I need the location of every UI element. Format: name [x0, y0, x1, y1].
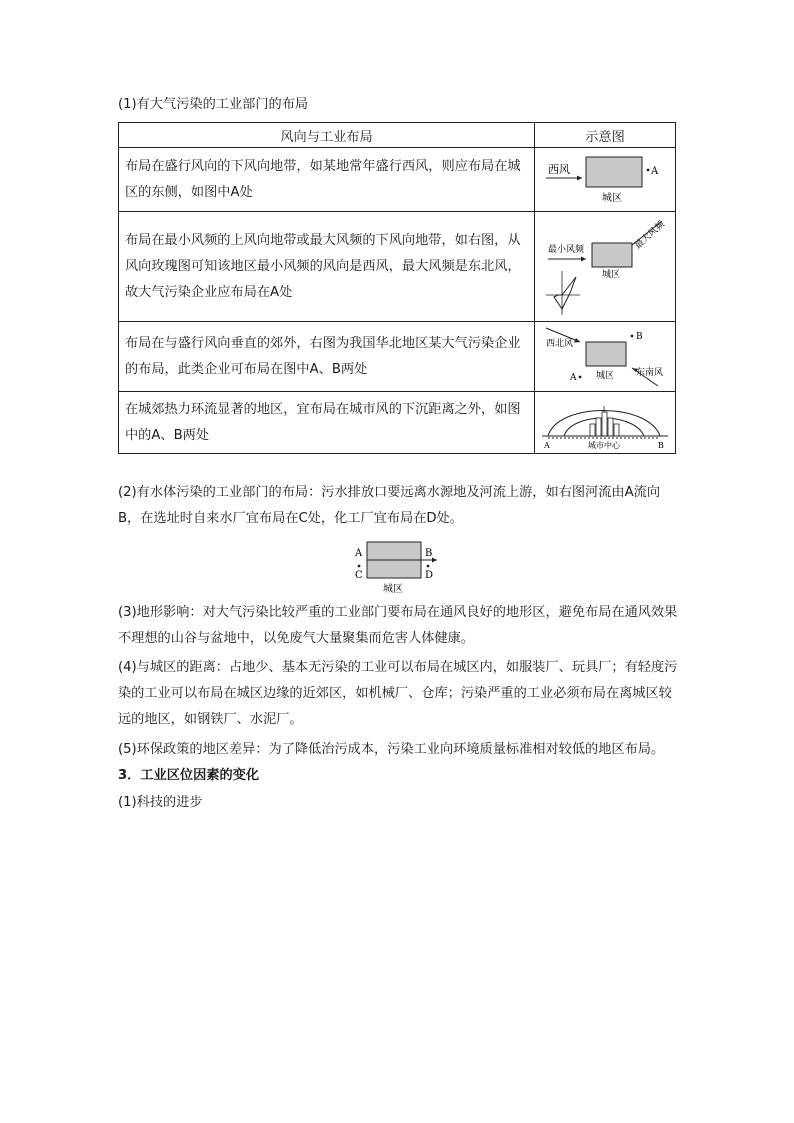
- city-area-rect: [586, 157, 642, 187]
- fig-label-b: B: [425, 548, 433, 559]
- city-area-rect: [592, 243, 632, 267]
- fig-label-city-center: 城市中心: [588, 440, 620, 450]
- table-header-row: [119, 123, 676, 148]
- fig-label-a: A: [544, 440, 550, 450]
- table-row: [119, 212, 676, 322]
- table-row: [119, 148, 676, 212]
- table-cell-text: 布局在最小风频的上风向地带或最大风频的下风向地带，如右图，从风向玫瑰图可知该地区最小风频的风向是西风，最大风频是东北风，故大气污染企业应布局在A处: [119, 212, 535, 322]
- table-header-layout: 风向与工业布局: [119, 123, 535, 148]
- fig-label-city: 城区: [383, 584, 403, 595]
- fig-label-c: C: [355, 570, 363, 581]
- fig-label-city: 城区: [602, 192, 622, 204]
- fig-label-city: 城区: [602, 269, 621, 280]
- subheading-technology: (1)科技的进步: [118, 795, 203, 810]
- table-cell-text: 在城郊热力环流显著的地区，宜布局在城市风的下沉距离之外，如图中的A、B两处: [119, 392, 535, 454]
- fig-label-b: B: [636, 331, 643, 342]
- fig-label-west-wind: 西风: [548, 162, 570, 176]
- table-row: [119, 322, 676, 392]
- fig-label-b: B: [658, 440, 664, 450]
- fig-label-city: 城区: [596, 370, 615, 381]
- paragraph-policy: (5)环保政策的地区差异：为了降低治污成本，污染工业向环境质量标准相对较低的地区布局。: [118, 742, 665, 757]
- paragraph-terrain: (3)地形影响：对大气污染比较严重的工业部门要布局在通风良好的地形区，避免布局在通风效果不理想的山谷与盆地中，以免废气大量聚集而危害人体健康。: [118, 605, 678, 646]
- figure-perpendicular-wind: [535, 322, 676, 392]
- fig-label-a: A: [570, 372, 577, 383]
- fig-label-nw-wind: 西北风: [546, 338, 574, 349]
- table-header-figure: 示意图: [535, 123, 676, 148]
- section-title-air-pollution: (1)有大气污染的工业部门的布局: [118, 97, 309, 112]
- figure-heat-island: [535, 392, 676, 454]
- figure-river-layout: [351, 538, 441, 602]
- city-area-rect: [586, 342, 626, 366]
- fig-label-max-freq: 最大风频: [633, 219, 667, 251]
- heading-location-factors: 3．工业区位因素的变化: [118, 768, 260, 783]
- table-row: [119, 392, 676, 454]
- fig-label-min-freq: 最小风频: [548, 244, 585, 255]
- air-pollution-table: [118, 122, 676, 454]
- paragraph-distance: (4)与城区的距离：占地少、基本无污染的工业可以布局在城区内，如服装厂、玩具厂；有轻度污染的工业可以布局在城区边缘的近郊区，如机械厂、仓库；污染严重的工业必须布局在离城区较远的地区，如钢铁厂、水泥厂。: [118, 660, 678, 727]
- fig-label-a: A: [651, 165, 659, 177]
- fig-label-se-wind: 东南风: [636, 367, 664, 378]
- fig-label-d: D: [425, 570, 434, 581]
- table-cell-text: 布局在盛行风向的下风向地带，如某地常年盛行西风，则应布局在城区的东侧，如图中A处: [119, 148, 535, 212]
- table-cell-text: 布局在与盛行风向垂直的郊外，右图为我国华北地区某大气污染企业的布局，此类企业可布局在图中A、B两处: [119, 322, 535, 392]
- fig-label-a: A: [355, 548, 363, 559]
- figure-wind-rose: [535, 212, 676, 322]
- figure-prevailing-wind: [535, 148, 676, 212]
- paragraph-water-pollution: (2)有水体污染的工业部门的布局：污水排放口要远离水源地及河流上游，如右图河流由A流向B，在选址时自来水厂宜布局在C处，化工厂宜布局在D处。: [118, 485, 661, 526]
